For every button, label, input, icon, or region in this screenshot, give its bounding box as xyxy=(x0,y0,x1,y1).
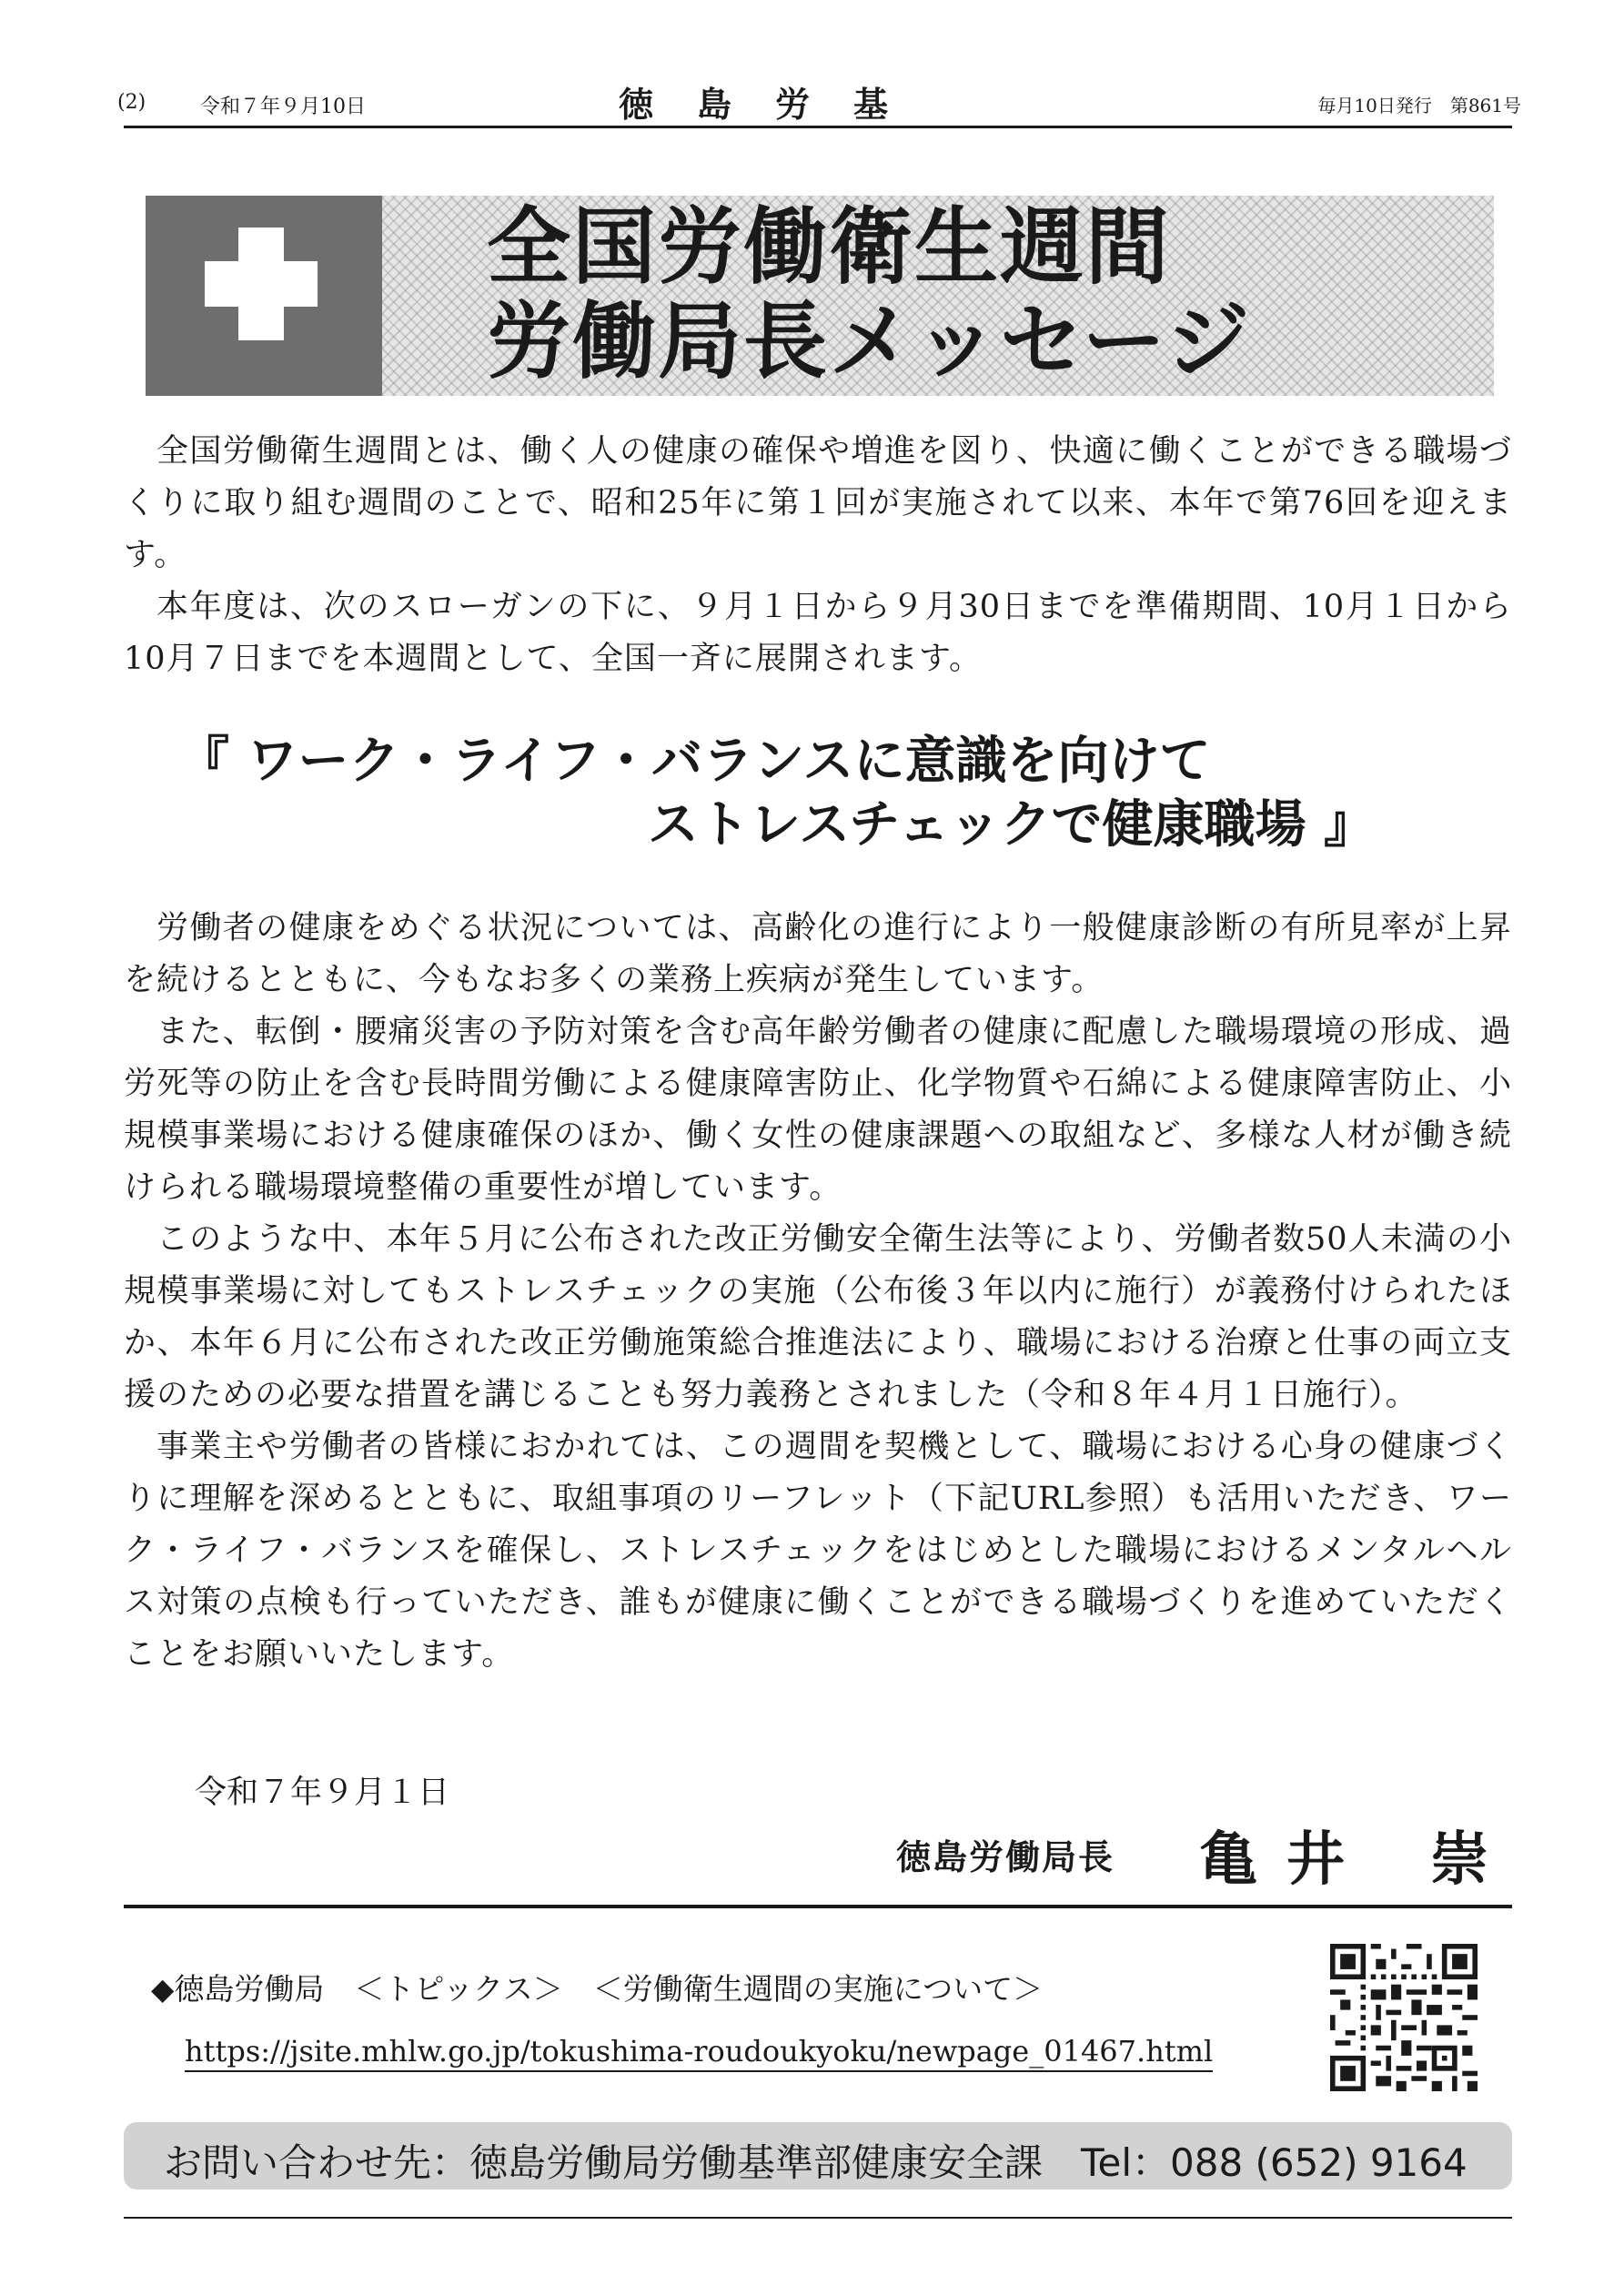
qr-code-icon xyxy=(1330,1944,1478,2091)
section-divider xyxy=(124,1905,1512,1908)
signer-family-name: 亀井 xyxy=(1199,1826,1374,1894)
signer-given-name: 崇 xyxy=(1430,1826,1488,1894)
body-section xyxy=(124,903,1512,1681)
slogan-line2: ストレスチェックで健康職場 』 xyxy=(648,795,1376,855)
footer-divider xyxy=(124,2217,1512,2219)
body-paragraph: また、転倒・腰痛災害の予防対策を含む高年齢労働者の健康に配慮した職場環境の形成、過労死等の防止を含む長時間労働による健康障害防止、化学物質や石綿による健康障害防止、小規模事業場における健康確保のほか、働く女性の健康課題への取組など、多様な人材が働き続けられる職場環境整備の重要性が増しています。 xyxy=(124,1014,1512,1206)
reference-topic: ◆徳島労働局 ＜トピックス＞ ＜労働衛生週間の実施について＞ xyxy=(151,1971,1044,2007)
intro-paragraph: 全国労働衛生週間とは、働く人の健康の確保や増進を図り、快適に働くことができる職場づくりに取り組む週間のことで、昭和25年に第１回が実施されて以来、本年で第76回を迎えます。 xyxy=(124,433,1512,573)
page-number: (2) xyxy=(117,91,146,114)
header-divider xyxy=(124,126,1512,128)
reference-url-link[interactable]: https://jsite.mhlw.go.jp/tokushima-roudoukyoku/newpage_01467.html xyxy=(185,2034,1213,2072)
cross-icon-bar xyxy=(205,261,318,307)
newsletter-title: 徳島労基 xyxy=(619,84,933,125)
contact-info: お問い合わせ先：徳島労働局労働基準部健康安全課 Tel：088 (652) 9164 xyxy=(164,2140,1468,2185)
issue-number: 毎月10日発行 第861号 xyxy=(1317,95,1521,116)
message-date: 令和７年９月１日 xyxy=(195,1775,450,1811)
banner-title-line2: 労働局長メッセージ xyxy=(487,293,1252,390)
intro-paragraph: 本年度は、次のスローガンの下に、９月１日から９月30日までを準備期間、10月１日から10月７日までを本週間として、全国一斉に展開されます。 xyxy=(124,589,1512,677)
body-paragraph: 労働者の健康をめぐる状況については、高齢化の進行により一般健康診断の有所見率が上昇を続けるとともに、今もなお多くの業務上疾病が発生しています。 xyxy=(124,910,1512,998)
header-date: 令和７年９月10日 xyxy=(200,96,366,118)
signer-title: 徳島労働局長 xyxy=(896,1836,1115,1877)
body-paragraph: このような中、本年５月に公布された改正労働安全衛生法等により、労働者数50人未満の小規模事業場に対してもストレスチェックの実施（公布後３年以内に施行）が義務付けられたほか、本年６月に公布された改正労働施策総合推進法により、職場における治療と仕事の両立支援のための必要な措置を講じることも努力義務とされました（令和８年４月１日施行）。 xyxy=(124,1221,1512,1413)
slogan-line1: 『 ワーク・ライフ・バランスに意識を向けて xyxy=(178,732,1211,791)
banner-title xyxy=(487,200,1251,389)
banner-title-line1: 全国労働衛生週間 xyxy=(487,198,1172,296)
body-paragraph: 事業主や労働者の皆様におかれては、この週間を契機として、職場における心身の健康づくりに理解を深めるとともに、取組事項のリーフレット（下記URL参照）も活用いただき、ワーク・ライフ・バランスを確保し、ストレスチェックをはじめとした職場におけるメンタルヘルス対策の点検も行っていただき、誰もが健康に働くことができる職場づくりを進めていただくことをお願いいたします。 xyxy=(124,1429,1512,1673)
intro-section xyxy=(124,426,1512,685)
